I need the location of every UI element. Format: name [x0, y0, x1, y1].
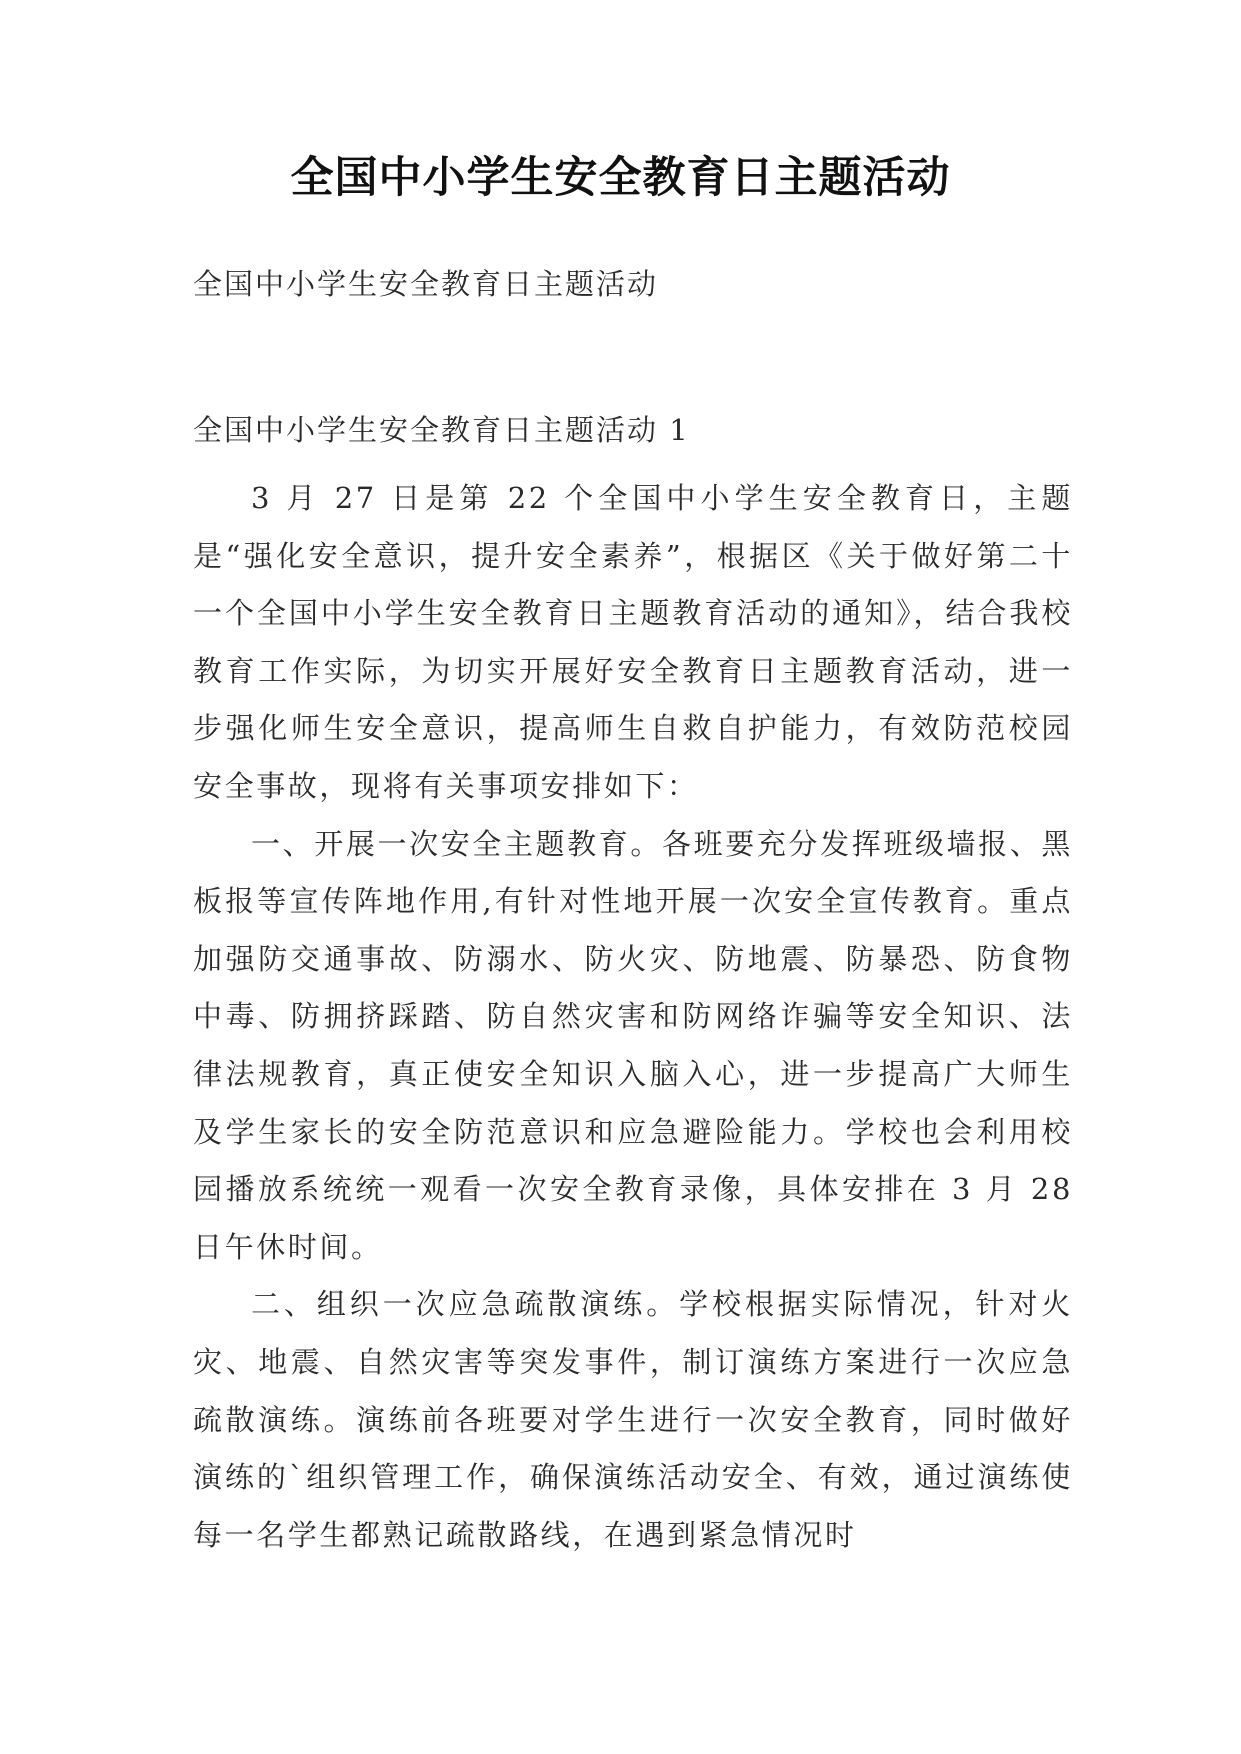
paragraph-safety-education: 一、开展一次安全主题教育。各班要充分发挥班级墙报、黑板报等宣传阵地作用,有针对性地开展一次安全宣传教育。重点加强防交通事故、防溺水、防火灾、防地震、防暴恐、防食物中毒、防拥挤踩踏、防自然灾害和防网络诈骗等安全知识、法律法规教育，真正使安全知识入脑入心，进一步提高广大师生及学生家长的安全防范意识和应急避险能力。学校也会利用校园播放系统统一观看一次安全教育录像，具体安排在 3 月 28 日午休时间。 [193, 826, 1073, 1264]
section-heading: 全国中小学生安全教育日主题活动 1 [193, 413, 690, 447]
document-subtitle: 全国中小学生安全教育日主题活动 [193, 267, 659, 301]
document-title: 全国中小学生安全教育日主题活动 [290, 153, 951, 203]
paragraph-intro: 3 月 27 日是第 22 个全国中小学生安全教育日，主题是“强化安全意识，提升安全素养”，根据区《关于做好第二十一个全国中小学生安全教育日主题教育活动的通知》，结合我校教育工作实际，为切实开展好安全教育日主题教育活动，进一步强化师生安全意识，提高师生自救自护能力，有效防范校园安全事故，现将有关事项安排如下： [193, 481, 1073, 803]
document-body [193, 470, 1073, 1564]
paragraph-evacuation-drill: 二、组织一次应急疏散演练。学校根据实际情况，针对火灾、地震、自然灾害等突发事件，制订演练方案进行一次应急疏散演练。演练前各班要对学生进行一次安全教育，同时做好演练的`组织管理工作，确保演练活动安全、有效，通过演练使每一名学生都熟记疏散路线，在遇到紧急情况时 [193, 1287, 1073, 1552]
